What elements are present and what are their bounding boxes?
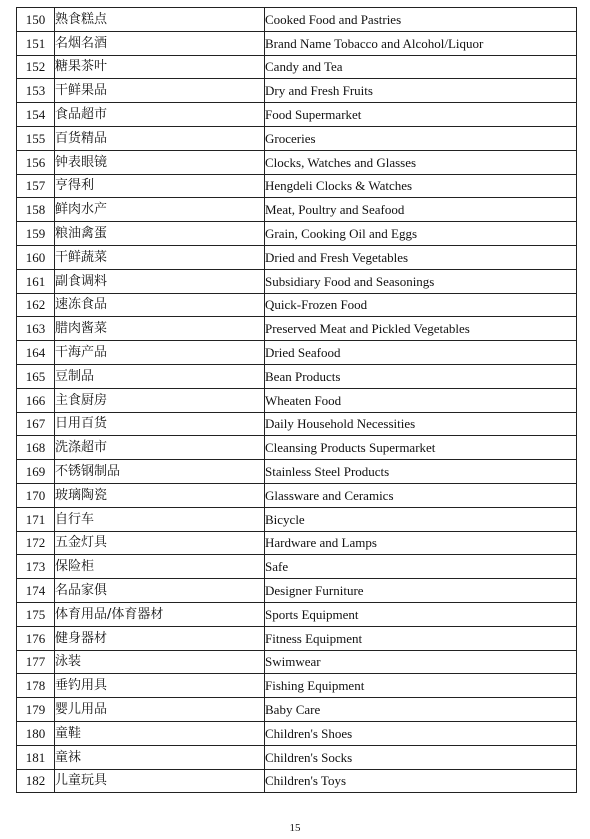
table-row — [17, 222, 577, 246]
row-number: 177 — [17, 650, 55, 674]
english-translation: Preserved Meat and Pickled Vegetables — [265, 317, 577, 341]
english-translation: Sports Equipment — [265, 602, 577, 626]
english-translation: Stainless Steel Products — [265, 460, 577, 484]
page-number: 15 — [289, 822, 301, 834]
row-number: 154 — [17, 103, 55, 127]
english-translation: Grain, Cooking Oil and Eggs — [265, 222, 577, 246]
table-row — [17, 579, 577, 603]
chinese-term: 日用百货 — [55, 412, 265, 436]
chinese-term: 干海产品 — [55, 341, 265, 365]
english-translation: Wheaten Food — [265, 388, 577, 412]
english-translation: Fitness Equipment — [265, 626, 577, 650]
chinese-term: 速冻食品 — [55, 293, 265, 317]
english-translation: Candy and Tea — [265, 55, 577, 79]
english-translation: Safe — [265, 555, 577, 579]
row-number: 159 — [17, 222, 55, 246]
table-row — [17, 103, 577, 127]
chinese-term: 泳装 — [55, 650, 265, 674]
chinese-term: 干鲜果品 — [55, 79, 265, 103]
chinese-term: 糖果茶叶 — [55, 55, 265, 79]
row-number: 165 — [17, 364, 55, 388]
row-number: 169 — [17, 460, 55, 484]
english-translation: Dried and Fresh Vegetables — [265, 245, 577, 269]
glossary-table — [16, 7, 577, 793]
table-row — [17, 721, 577, 745]
row-number: 167 — [17, 412, 55, 436]
row-number: 179 — [17, 698, 55, 722]
chinese-term: 自行车 — [55, 507, 265, 531]
table-row — [17, 31, 577, 55]
english-translation: Quick-Frozen Food — [265, 293, 577, 317]
table-row — [17, 79, 577, 103]
chinese-term: 健身器材 — [55, 626, 265, 650]
table-row — [17, 55, 577, 79]
table-row — [17, 269, 577, 293]
chinese-term: 名烟名酒 — [55, 31, 265, 55]
english-translation: Meat, Poultry and Seafood — [265, 198, 577, 222]
chinese-term: 儿童玩具 — [55, 769, 265, 793]
chinese-term: 垂钓用具 — [55, 674, 265, 698]
table-row — [17, 8, 577, 32]
table-row — [17, 388, 577, 412]
english-translation: Clocks, Watches and Glasses — [265, 150, 577, 174]
table-row — [17, 364, 577, 388]
english-translation: Cleansing Products Supermarket — [265, 436, 577, 460]
chinese-term: 副食调料 — [55, 269, 265, 293]
english-translation: Dry and Fresh Fruits — [265, 79, 577, 103]
table-row — [17, 150, 577, 174]
row-number: 157 — [17, 174, 55, 198]
row-number: 174 — [17, 579, 55, 603]
row-number: 180 — [17, 721, 55, 745]
row-number: 175 — [17, 602, 55, 626]
chinese-term: 婴儿用品 — [55, 698, 265, 722]
row-number: 156 — [17, 150, 55, 174]
table-row — [17, 650, 577, 674]
row-number: 170 — [17, 483, 55, 507]
row-number: 155 — [17, 126, 55, 150]
english-translation: Swimwear — [265, 650, 577, 674]
english-translation: Designer Furniture — [265, 579, 577, 603]
english-translation: Bicycle — [265, 507, 577, 531]
chinese-term: 童鞋 — [55, 721, 265, 745]
chinese-term: 体育用品/体育器材 — [55, 602, 265, 626]
english-translation: Children's Socks — [265, 745, 577, 769]
table-row — [17, 341, 577, 365]
english-translation: Dried Seafood — [265, 341, 577, 365]
row-number: 171 — [17, 507, 55, 531]
chinese-term: 主食厨房 — [55, 388, 265, 412]
table-row — [17, 602, 577, 626]
english-translation: Children's Shoes — [265, 721, 577, 745]
table-row — [17, 317, 577, 341]
chinese-term: 豆制品 — [55, 364, 265, 388]
row-number: 168 — [17, 436, 55, 460]
english-translation: Hardware and Lamps — [265, 531, 577, 555]
table-row — [17, 436, 577, 460]
english-translation: Cooked Food and Pastries — [265, 8, 577, 32]
row-number: 176 — [17, 626, 55, 650]
row-number: 151 — [17, 31, 55, 55]
english-translation: Groceries — [265, 126, 577, 150]
english-translation: Food Supermarket — [265, 103, 577, 127]
table-row — [17, 245, 577, 269]
chinese-term: 玻璃陶瓷 — [55, 483, 265, 507]
english-translation: Fishing Equipment — [265, 674, 577, 698]
row-number: 166 — [17, 388, 55, 412]
row-number: 178 — [17, 674, 55, 698]
chinese-term: 名品家俱 — [55, 579, 265, 603]
chinese-term: 粮油禽蛋 — [55, 222, 265, 246]
table-row — [17, 769, 577, 793]
chinese-term: 亨得利 — [55, 174, 265, 198]
chinese-term: 熟食糕点 — [55, 8, 265, 32]
table-row — [17, 745, 577, 769]
english-translation: Brand Name Tobacco and Alcohol/Liquor — [265, 31, 577, 55]
table-row — [17, 126, 577, 150]
row-number: 164 — [17, 341, 55, 365]
table-row — [17, 626, 577, 650]
glossary-table-body — [17, 8, 577, 793]
row-number: 162 — [17, 293, 55, 317]
table-row — [17, 483, 577, 507]
row-number: 173 — [17, 555, 55, 579]
table-row — [17, 555, 577, 579]
chinese-term: 食品超市 — [55, 103, 265, 127]
chinese-term: 百货精品 — [55, 126, 265, 150]
row-number: 152 — [17, 55, 55, 79]
row-number: 181 — [17, 745, 55, 769]
row-number: 161 — [17, 269, 55, 293]
table-row — [17, 674, 577, 698]
chinese-term: 钟表眼镜 — [55, 150, 265, 174]
chinese-term: 五金灯具 — [55, 531, 265, 555]
chinese-term: 保险柜 — [55, 555, 265, 579]
english-translation: Daily Household Necessities — [265, 412, 577, 436]
english-translation: Children's Toys — [265, 769, 577, 793]
table-row — [17, 174, 577, 198]
row-number: 172 — [17, 531, 55, 555]
english-translation: Glassware and Ceramics — [265, 483, 577, 507]
row-number: 158 — [17, 198, 55, 222]
table-row — [17, 460, 577, 484]
row-number: 153 — [17, 79, 55, 103]
row-number: 160 — [17, 245, 55, 269]
table-row — [17, 412, 577, 436]
table-row — [17, 698, 577, 722]
table-row — [17, 531, 577, 555]
chinese-term: 鲜肉水产 — [55, 198, 265, 222]
english-translation: Hengdeli Clocks & Watches — [265, 174, 577, 198]
english-translation: Baby Care — [265, 698, 577, 722]
chinese-term: 腊肉酱菜 — [55, 317, 265, 341]
row-number: 182 — [17, 769, 55, 793]
row-number: 163 — [17, 317, 55, 341]
english-translation: Subsidiary Food and Seasonings — [265, 269, 577, 293]
chinese-term: 童袜 — [55, 745, 265, 769]
chinese-term: 洗涤超市 — [55, 436, 265, 460]
table-row — [17, 293, 577, 317]
row-number: 150 — [17, 8, 55, 32]
table-row — [17, 198, 577, 222]
chinese-term: 不锈钢制品 — [55, 460, 265, 484]
table-row — [17, 507, 577, 531]
english-translation: Bean Products — [265, 364, 577, 388]
chinese-term: 干鲜蔬菜 — [55, 245, 265, 269]
